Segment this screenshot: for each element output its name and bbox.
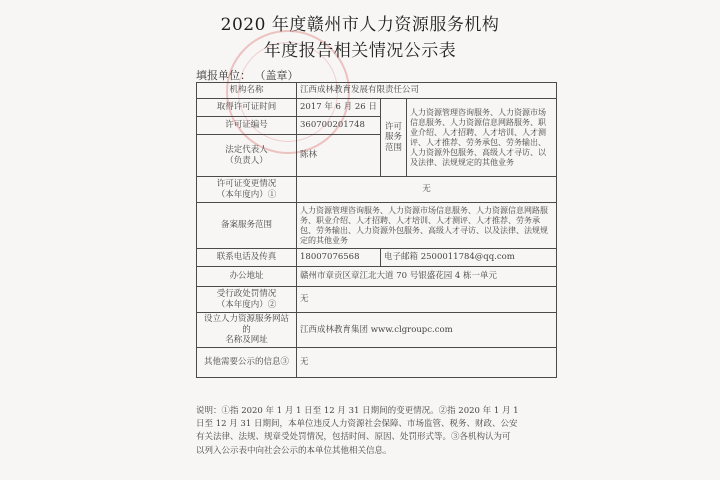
notes [196,405,560,458]
table-row [197,177,557,203]
table-row [197,287,557,313]
filing-scope-value: 人力资源管理咨询服务、人力资源市场信息服务、人力资源信息网路服务、职业介绍、人才招聘、人才培训、人才测评、人才推荐、劳务承包、劳务输出、人力资源外包服务、高级人才寻访、以及法律、法规规定的其他业务 [297,203,557,249]
phone-label: 联系电话及传真 [197,249,297,267]
phone-value: 18007076568 [297,249,381,267]
change-label [197,177,297,203]
change-label-2: （本年度内）① [216,189,277,200]
notes-line: 有关法律、法规、规章受处罚情况，包括时间、原因、处罚形式等。③各机构认为可 [196,432,511,443]
table-row [197,267,557,287]
penalty-label-2: （本年度内）② [216,299,277,310]
scope-value: 人力资源管理咨询服务、人力资源市场信息服务、人力资源信息网路服务、职业介绍、人才招聘、人才培训、人才测评、人才推荐、劳务承包、劳务输出、人力资源外包服务、高级人才寻访、以及法律、法规规定的其他业务 [407,99,557,177]
penalty-label-1: 受行政处罚情况 [216,288,277,299]
license-no-label: 许可证编号 [197,117,297,135]
notes-line: 日至 12 月 31 日期间，本单位违反人力资源社会保障、市场监管、税务、财政、公安 [196,419,518,430]
notes-line: 说明：①指 2020 年 1 月 1 日至 12 月 31 日期间的变更情况。②指 2020 年 1 月 1 [196,406,519,416]
license-no-value: 360700201748 [297,117,381,135]
change-label-1: 许可证变更情况 [216,178,277,189]
filler-label: 填报单位： [196,69,251,82]
email-cell [381,249,557,267]
scope-label-cell [381,99,407,177]
filler-seal-text: （盖章） [254,69,299,82]
table-row [197,203,557,249]
website-label-2: 名称及网址 [225,335,268,346]
website-label [197,313,297,348]
legal-rep-label-1: 法定代表人 [225,144,268,155]
address-label: 办公地址 [197,267,297,287]
penalty-value: 无 [297,287,557,313]
org-name-label: 机构名称 [197,83,297,99]
table-row [197,99,557,117]
scope-label-1: 许可 [384,121,402,132]
email-value: 2500011784@qq.com [420,252,515,263]
change-value: 无 [297,177,557,203]
filler-unit [196,67,299,83]
table-row [197,313,557,348]
website-label-1: 设立人力资源服务网站的 [203,314,289,335]
org-name-value: 江西成林教育发展有限责任公司 [297,83,557,99]
legal-rep-label-2: （负责人） [225,155,268,166]
other-info-value: 无 [297,347,557,377]
website-value: 江西成林教育集团 www.clgroupc.com [297,313,557,348]
penalty-label [197,287,297,313]
table-row [197,347,557,377]
report-table [196,82,557,378]
other-info-label: 其他需要公示的信息③ [197,347,297,377]
notes-line: 以列入公示表中向社会公示的本单位其他相关信息。 [196,445,392,456]
scope-label-3: 范围 [384,142,402,153]
legal-rep-value: 陈林 [297,135,381,177]
filing-scope-label: 备案服务范围 [197,203,297,249]
document-title-line1: 2020 年度赣州市人力资源服务机构 [220,15,500,35]
document-title-line2: 年度报告相关情况公示表 [263,41,457,61]
issue-date-value: 2017 年 6 月 26 日 [297,99,381,117]
table-row [197,83,557,99]
legal-rep-label [197,135,297,177]
issue-date-label: 取得许可证时间 [197,99,297,117]
table-row [197,249,557,267]
address-value: 赣州市章贡区章江北大道 70 号银盛花园 4 栋一单元 [297,267,557,287]
scope-label-2: 服务 [384,132,402,143]
email-label: 电子邮箱 [384,252,419,263]
